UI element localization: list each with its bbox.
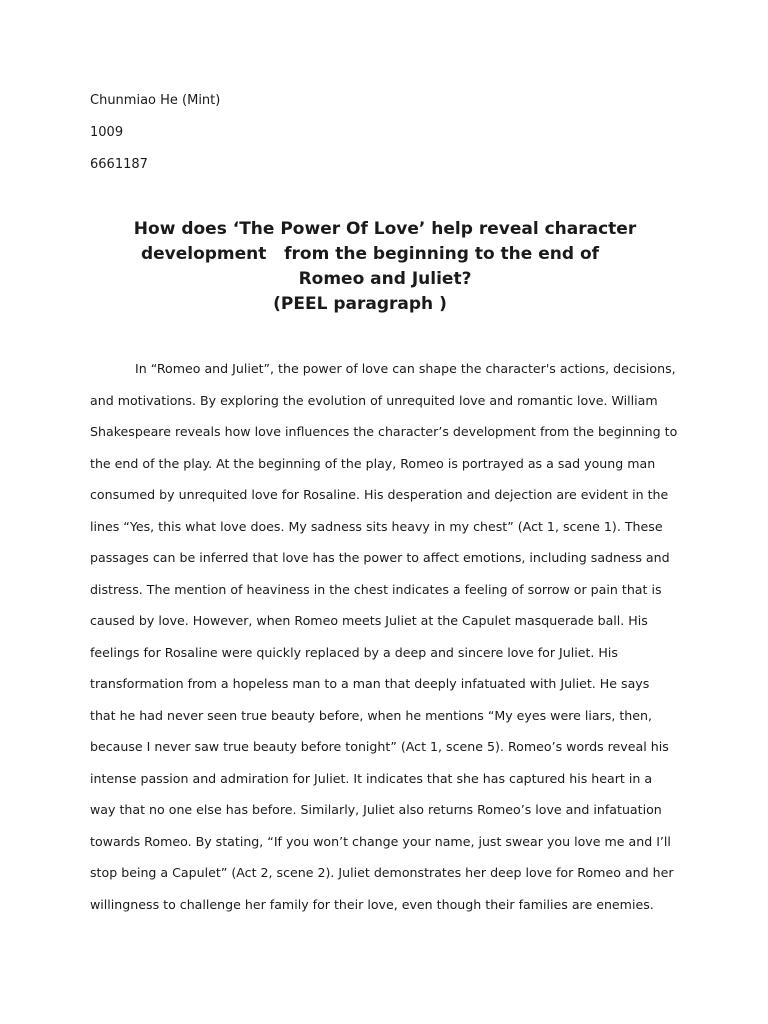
paragraph-line: distress. The mention of heaviness in the chest indicates a feeling of sorrow or pain that is bbox=[90, 581, 662, 597]
paragraph-line: that he had never seen true beauty before, when he mentions “My eyes were liars, then, bbox=[90, 707, 652, 723]
paragraph-line: way that no one else has before. Similarly, Juliet also returns Romeo’s love and infatuation bbox=[90, 802, 662, 817]
paragraph-line: transformation from a hopeless man to a man that deeply infatuated with Juliet. He says bbox=[90, 676, 650, 691]
paragraph-line: caused by love. However, when Romeo meets Juliet at the Capulet masquerade ball. His bbox=[90, 613, 648, 628]
paragraph-line: consumed by unrequited love for Rosaline. His desperation and dejection are evident in the bbox=[90, 487, 669, 502]
paragraph-line: Shakespeare reveals how love influences the character’s development from the beginning to bbox=[90, 424, 678, 439]
author-name: Chunmiao He (Mint) bbox=[90, 93, 221, 108]
title-line: How does ‘The Power Of Love’ help reveal character bbox=[133, 219, 637, 239]
paragraph-line: intense passion and admiration for Juliet. It indicates that she has captured his heart in a bbox=[90, 770, 653, 786]
paragraph-line: In “Romeo and Juliet”, the power of love can shape the character's actions, decisions, bbox=[135, 361, 676, 376]
paragraph-line: willingness to challenge her family for their love, even though their families are enemies. bbox=[90, 896, 654, 912]
paragraph-line: stop being a Capulet” (Act 2, scene 2). Juliet demonstrates her deep love for Romeo and her bbox=[90, 865, 674, 880]
paragraph-line: because I never saw true beauty before tonight” (Act 1, scene 5). Romeo’s words reveal his bbox=[90, 739, 669, 754]
paragraph-line: feelings for Rosaline were quickly replaced by a deep and sincere love for Juliet. His bbox=[90, 644, 618, 660]
class-code: 1009 bbox=[90, 125, 124, 140]
essay-paragraph bbox=[90, 358, 680, 925]
title-line: development from the beginning to the end of bbox=[140, 244, 600, 264]
document-header bbox=[90, 93, 220, 189]
title-subtitle: (PEEL paragraph ) bbox=[273, 294, 447, 314]
essay-title bbox=[90, 217, 680, 317]
paragraph-line: passages can be inferred that love has the power to affect emotions, including sadness and bbox=[90, 550, 670, 565]
title-line: Romeo and Juliet? bbox=[298, 269, 472, 289]
paragraph-line: towards Romeo. By stating, “If you won’t change your name, just swear you love me and I’ll bbox=[90, 833, 671, 849]
paragraph-line: and motivations. By exploring the evolution of unrequited love and romantic love. William bbox=[90, 392, 658, 408]
student-id: 6661187 bbox=[90, 157, 148, 172]
paragraph-line: lines “Yes, this what love does. My sadness sits heavy in my chest” (Act 1, scene 1). These bbox=[90, 518, 663, 534]
paragraph-line: the end of the play. At the beginning of the play, Romeo is portrayed as a sad young man bbox=[90, 455, 656, 471]
